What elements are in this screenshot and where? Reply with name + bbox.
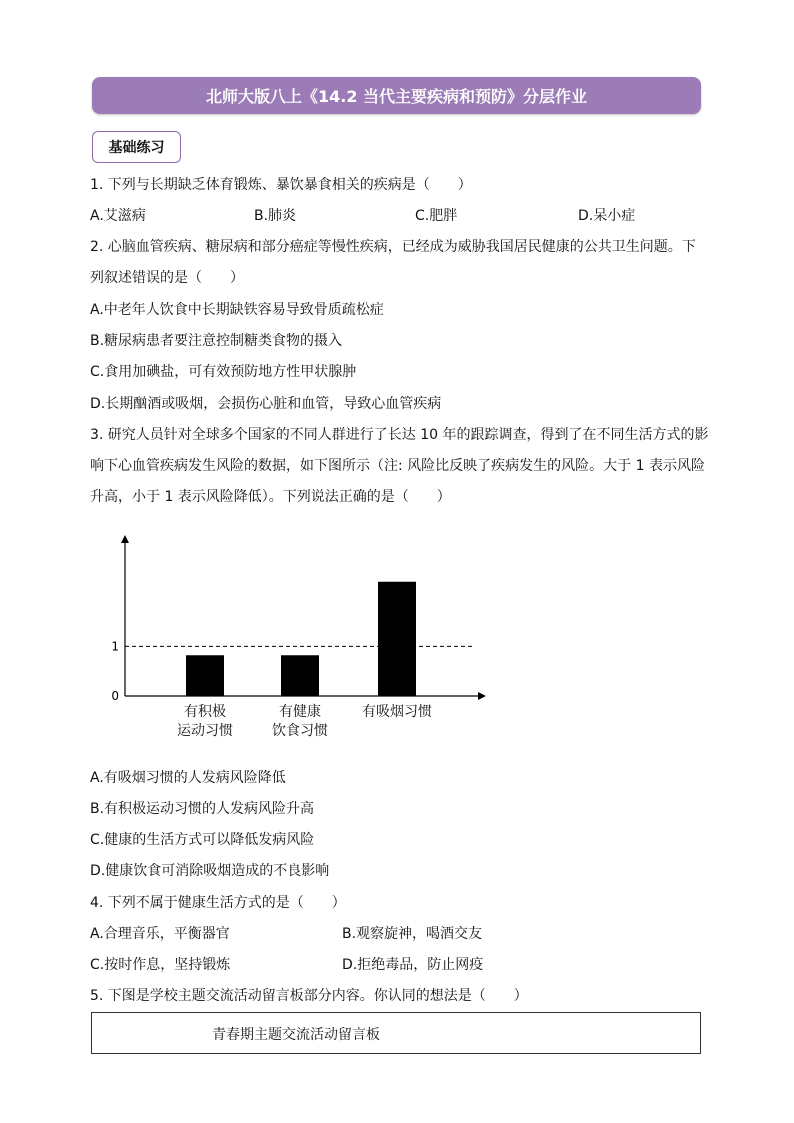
x-tick-label: 有积极 [184,704,226,720]
question-2-option-a: A.中老年人饮食中长期缺铁容易导致骨质疏松症 [90,302,384,318]
bar [186,655,224,696]
worksheet-title: 北师大版八上《14.2 当代主要疾病和预防》分层作业 [205,87,588,106]
section-label-basic-practice [92,131,181,163]
question-4-option-c: C.按时作息，坚持锻炼 [90,957,231,973]
question-2-option-b: B.糖尿病患者要注意控制糖类食物的摄入 [90,333,343,349]
question-4-option-a: A.合理音乐，平衡器官 [90,926,230,942]
x-tick-label: 有健康 [279,704,321,720]
y-axis-arrow [121,535,129,543]
question-4-option-b: B.观察旋神，喝酒交友 [342,926,483,942]
x-tick-label: 有吸烟习惯 [362,704,432,720]
question-3-option-c: C.健康的生活方式可以降低发病风险 [90,832,315,848]
question-2-option-c: C.食用加碘盐，可有效预防地方性甲状腺肿 [90,364,357,380]
question-1-option-b: B.肺炎 [254,208,297,224]
question-2-option-d: D.长期酗酒或吸烟，会损伤心脏和血管，导致心血管疾病 [90,396,442,412]
question-3-option-a: A.有吸烟习惯的人发病风险降低 [90,770,286,786]
question-1-option-d: D.呆小症 [578,208,636,224]
question-3-stem-line-2: 响下心血管疾病发生风险的数据，如下图所示（注: 风险比反映了疾病发生的风险。大于 1 表示风险 [90,458,705,474]
section-label-text: 基础练习 [108,140,165,156]
x-axis-arrow [478,692,486,700]
question-3-stem-line-3: 升高，小于 1 表示风险降低）。下列说法正确的是（ ） [90,489,451,505]
x-tick-label: 运动习惯 [177,723,233,739]
risk-ratio-bar-chart [100,528,500,748]
message-board-box [91,1012,701,1054]
message-board-title: 青春期主题交流活动留言板 [212,1027,380,1043]
question-1-option-a: A.艾滋病 [90,208,146,224]
question-5-stem: 5. 下图是学校主题交流活动留言板部分内容。你认同的想法是（ ） [90,988,528,1004]
question-4-option-d: D.拒绝毒品，防止网疫 [342,957,484,973]
question-1-option-c: C.肥胖 [415,208,458,224]
question-3-option-d: D.健康饮食可消除吸烟造成的不良影响 [90,863,330,879]
question-2-stem-line-2: 列叙述错误的是（ ） [90,270,244,286]
x-tick-label: 饮食习惯 [272,723,328,739]
bar [378,582,416,696]
chart-svg [100,528,500,748]
question-4-stem: 4. 下列不属于健康生活方式的是（ ） [90,895,346,911]
question-3-stem-line-1: 3. 研究人员针对全球多个国家的不同人群进行了长达 10 年的跟踪调查，得到了在不同生活方式的影 [90,427,709,443]
y-tick-label: 1 [111,639,119,654]
bar [281,655,319,696]
worksheet-title-banner [92,77,701,114]
question-3-option-b: B.有积极运动习惯的人发病风险升高 [90,801,315,817]
y-tick-label: 0 [111,689,119,703]
question-1-stem: 1. 下列与长期缺乏体育锻炼、暴饮暴食相关的疾病是（ ） [90,177,472,193]
question-2-stem-line-1: 2. 心脑血管疾病、糖尿病和部分癌症等慢性疾病，已经成为威胁我国居民健康的公共卫生问题。下 [90,239,696,255]
